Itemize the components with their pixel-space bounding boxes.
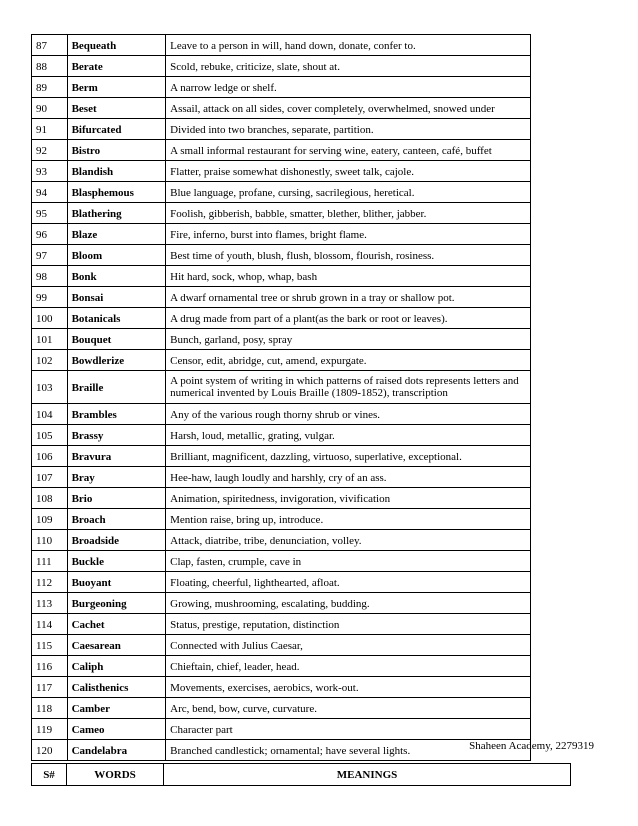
row-meaning: Leave to a person in will, hand down, donate, confer to. (166, 35, 531, 56)
table-row (32, 182, 531, 203)
table-row (32, 488, 531, 509)
row-number: 104 (32, 404, 68, 425)
table-row (32, 740, 531, 761)
row-meaning: Assail, attack on all sides, cover completely, overwhelmed, snowed under (166, 98, 531, 119)
row-word: Broach (67, 509, 166, 530)
row-meaning: A drug made from part of a plant(as the bark or root or leaves). (166, 308, 531, 329)
row-meaning: Divided into two branches, separate, partition. (166, 119, 531, 140)
row-meaning: Animation, spiritedness, invigoration, vivification (166, 488, 531, 509)
row-number: 98 (32, 266, 68, 287)
table-row (32, 425, 531, 446)
row-meaning: Hit hard, sock, whop, whap, bash (166, 266, 531, 287)
row-meaning: A narrow ledge or shelf. (166, 77, 531, 98)
row-meaning: A dwarf ornamental tree or shrub grown in a tray or shallow pot. (166, 287, 531, 308)
row-meaning: Status, prestige, reputation, distinction (166, 614, 531, 635)
table-row (32, 371, 531, 404)
row-number: 103 (32, 371, 68, 404)
header-serial: S# (32, 764, 67, 786)
table-row (32, 329, 531, 350)
table-row (32, 593, 531, 614)
table-row (32, 614, 531, 635)
row-meaning: A small informal restaurant for serving wine, eatery, canteen, café, buffet (166, 140, 531, 161)
row-meaning: Hee-haw, laugh loudly and harshly, cry of an ass. (166, 467, 531, 488)
row-number: 111 (32, 551, 68, 572)
row-number: 87 (32, 35, 68, 56)
row-word: Candelabra (67, 740, 166, 761)
row-number: 88 (32, 56, 68, 77)
row-number: 120 (32, 740, 68, 761)
table-row (32, 635, 531, 656)
table-row (32, 467, 531, 488)
row-meaning: Blue language, profane, cursing, sacrilegious, heretical. (166, 182, 531, 203)
table-row (32, 224, 531, 245)
row-word: Blandish (67, 161, 166, 182)
row-meaning: Clap, fasten, crumple, cave in (166, 551, 531, 572)
row-word: Buoyant (67, 572, 166, 593)
table-row (32, 140, 531, 161)
row-number: 115 (32, 635, 68, 656)
table-row (32, 287, 531, 308)
row-number: 112 (32, 572, 68, 593)
row-meaning: Fire, inferno, burst into flames, bright flame. (166, 224, 531, 245)
row-number: 108 (32, 488, 68, 509)
row-word: Brassy (67, 425, 166, 446)
row-meaning: Censor, edit, abridge, cut, amend, expurgate. (166, 350, 531, 371)
row-meaning: Any of the various rough thorny shrub or vines. (166, 404, 531, 425)
row-word: Berate (67, 56, 166, 77)
table-row (32, 56, 531, 77)
row-word: Bravura (67, 446, 166, 467)
table-row (32, 266, 531, 287)
row-meaning: Scold, rebuke, criticize, slate, shout at. (166, 56, 531, 77)
row-word: Blaze (67, 224, 166, 245)
row-number: 119 (32, 719, 68, 740)
row-meaning: Bunch, garland, posy, spray (166, 329, 531, 350)
column-header-table (31, 763, 571, 786)
row-word: Cachet (67, 614, 166, 635)
row-meaning: Floating, cheerful, lighthearted, afloat. (166, 572, 531, 593)
row-word: Brio (67, 488, 166, 509)
row-meaning: Growing, mushrooming, escalating, budding. (166, 593, 531, 614)
row-number: 101 (32, 329, 68, 350)
row-number: 89 (32, 77, 68, 98)
row-meaning: Connected with Julius Caesar, (166, 635, 531, 656)
table-row (32, 308, 531, 329)
row-meaning: Character part (166, 719, 531, 740)
footer-credit: Shaheen Academy, 2279319 (469, 740, 594, 752)
row-word: Braille (67, 371, 166, 404)
row-meaning: Best time of youth, blush, flush, blossom, flourish, rosiness. (166, 245, 531, 266)
row-word: Caliph (67, 656, 166, 677)
table-row (32, 719, 531, 740)
row-meaning: Movements, exercises, aerobics, work-out. (166, 677, 531, 698)
row-number: 90 (32, 98, 68, 119)
table-row (32, 161, 531, 182)
row-number: 93 (32, 161, 68, 182)
row-number: 99 (32, 287, 68, 308)
row-word: Bistro (67, 140, 166, 161)
table-row (32, 404, 531, 425)
row-word: Bequeath (67, 35, 166, 56)
row-meaning: A point system of writing in which patterns of raised dots represents letters and numerical invented by Louis Braille (1809-1852), transcription (166, 371, 531, 404)
table-row (32, 656, 531, 677)
row-meaning: Attack, diatribe, tribe, denunciation, volley. (166, 530, 531, 551)
row-word: Blasphemous (67, 182, 166, 203)
row-word: Beset (67, 98, 166, 119)
table-row (32, 350, 531, 371)
table-row (32, 677, 531, 698)
row-meaning: Harsh, loud, metallic, grating, vulgar. (166, 425, 531, 446)
row-number: 107 (32, 467, 68, 488)
vocabulary-table-body (32, 35, 531, 761)
row-word: Bonk (67, 266, 166, 287)
row-word: Buckle (67, 551, 166, 572)
row-word: Caesarean (67, 635, 166, 656)
row-meaning: Foolish, gibberish, babble, smatter, blether, blither, jabber. (166, 203, 531, 224)
row-number: 97 (32, 245, 68, 266)
row-number: 109 (32, 509, 68, 530)
row-meaning: Brilliant, magnificent, dazzling, virtuoso, superlative, exceptional. (166, 446, 531, 467)
header-meanings: MEANINGS (164, 764, 571, 786)
row-meaning: Mention raise, bring up, introduce. (166, 509, 531, 530)
row-word: Bloom (67, 245, 166, 266)
table-row (32, 77, 531, 98)
row-number: 106 (32, 446, 68, 467)
row-word: Camber (67, 698, 166, 719)
row-number: 114 (32, 614, 68, 635)
row-number: 91 (32, 119, 68, 140)
row-word: Bray (67, 467, 166, 488)
row-word: Bifurcated (67, 119, 166, 140)
table-row (32, 119, 531, 140)
row-number: 96 (32, 224, 68, 245)
row-number: 113 (32, 593, 68, 614)
row-word: Blathering (67, 203, 166, 224)
row-meaning: Flatter, praise somewhat dishonestly, sweet talk, cajole. (166, 161, 531, 182)
row-number: 118 (32, 698, 68, 719)
vocabulary-table (31, 34, 531, 761)
table-row (32, 98, 531, 119)
row-word: Burgeoning (67, 593, 166, 614)
row-number: 116 (32, 656, 68, 677)
row-number: 95 (32, 203, 68, 224)
row-number: 100 (32, 308, 68, 329)
row-meaning: Branched candlestick; ornamental; have several lights. (166, 740, 531, 761)
table-row (32, 35, 531, 56)
table-row (32, 530, 531, 551)
row-word: Brambles (67, 404, 166, 425)
row-word: Berm (67, 77, 166, 98)
row-number: 102 (32, 350, 68, 371)
row-number: 105 (32, 425, 68, 446)
row-number: 94 (32, 182, 68, 203)
table-row (32, 698, 531, 719)
column-header-row (32, 764, 571, 786)
row-word: Cameo (67, 719, 166, 740)
row-word: Broadside (67, 530, 166, 551)
table-row (32, 245, 531, 266)
table-row (32, 509, 531, 530)
row-word: Bowdlerize (67, 350, 166, 371)
row-number: 110 (32, 530, 68, 551)
row-meaning: Arc, bend, bow, curve, curvature. (166, 698, 531, 719)
row-meaning: Chieftain, chief, leader, head. (166, 656, 531, 677)
row-number: 92 (32, 140, 68, 161)
row-word: Botanicals (67, 308, 166, 329)
table-row (32, 203, 531, 224)
row-word: Bonsai (67, 287, 166, 308)
table-row (32, 446, 531, 467)
row-word: Bouquet (67, 329, 166, 350)
row-word: Calisthenics (67, 677, 166, 698)
header-words: WORDS (67, 764, 164, 786)
row-number: 117 (32, 677, 68, 698)
table-row (32, 572, 531, 593)
table-row (32, 551, 531, 572)
